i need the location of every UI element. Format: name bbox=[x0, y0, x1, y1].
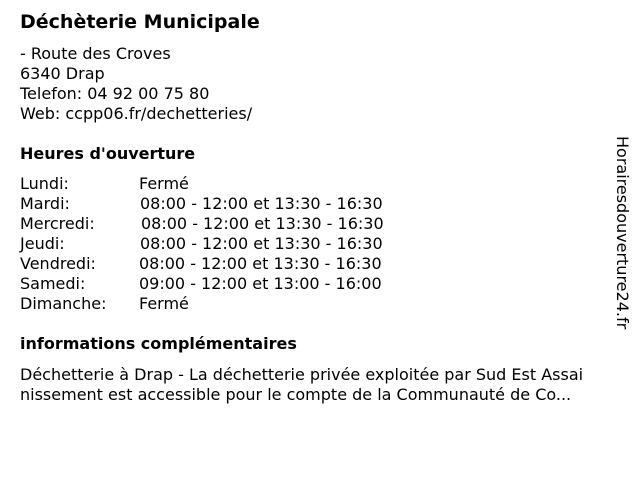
day-hours: 08:00 - 12:00 et 13:30 - 16:30 bbox=[139, 254, 382, 273]
address-city: 6340 Drap bbox=[20, 64, 105, 83]
page-title: Déchèterie Municipale bbox=[20, 11, 260, 33]
day-hours: 08:00 - 12:00 et 13:30 - 16:30 bbox=[140, 234, 383, 253]
day-hours: 09:00 - 12:00 et 13:00 - 16:00 bbox=[139, 274, 382, 293]
website: Web: ccpp06.fr/dechetteries/ bbox=[20, 104, 253, 123]
address-street: - Route des Croves bbox=[20, 44, 171, 63]
day-hours: Fermé bbox=[139, 294, 189, 313]
day-hours: Fermé bbox=[139, 174, 189, 193]
day-label: Samedi: bbox=[20, 274, 86, 293]
site-watermark: Horairesdouverture24.fr bbox=[613, 136, 632, 330]
info-description bbox=[20, 365, 632, 405]
phone-number: Telefon: 04 92 00 75 80 bbox=[20, 84, 210, 103]
day-hours: 08:00 - 12:00 et 13:30 - 16:30 bbox=[140, 194, 383, 213]
opening-hours-heading: Heures d'ouverture bbox=[20, 144, 196, 163]
info-line: nissement est accessible pour le compte de la Communauté de Co... bbox=[20, 385, 572, 404]
address-block bbox=[20, 44, 252, 124]
day-hours: 08:00 - 12:00 et 13:30 - 16:30 bbox=[141, 214, 384, 233]
info-line: Déchetterie à Drap - La déchetterie privée exploitée par Sud Est Assai bbox=[20, 365, 584, 384]
day-label: Dimanche: bbox=[20, 294, 107, 313]
day-label: Lundi: bbox=[20, 174, 69, 193]
day-label: Mardi: bbox=[20, 194, 70, 213]
info-heading: informations complémentaires bbox=[20, 334, 297, 353]
day-label: Mercredi: bbox=[20, 214, 95, 233]
day-label: Vendredi: bbox=[20, 254, 96, 273]
day-label: Jeudi: bbox=[20, 234, 65, 253]
